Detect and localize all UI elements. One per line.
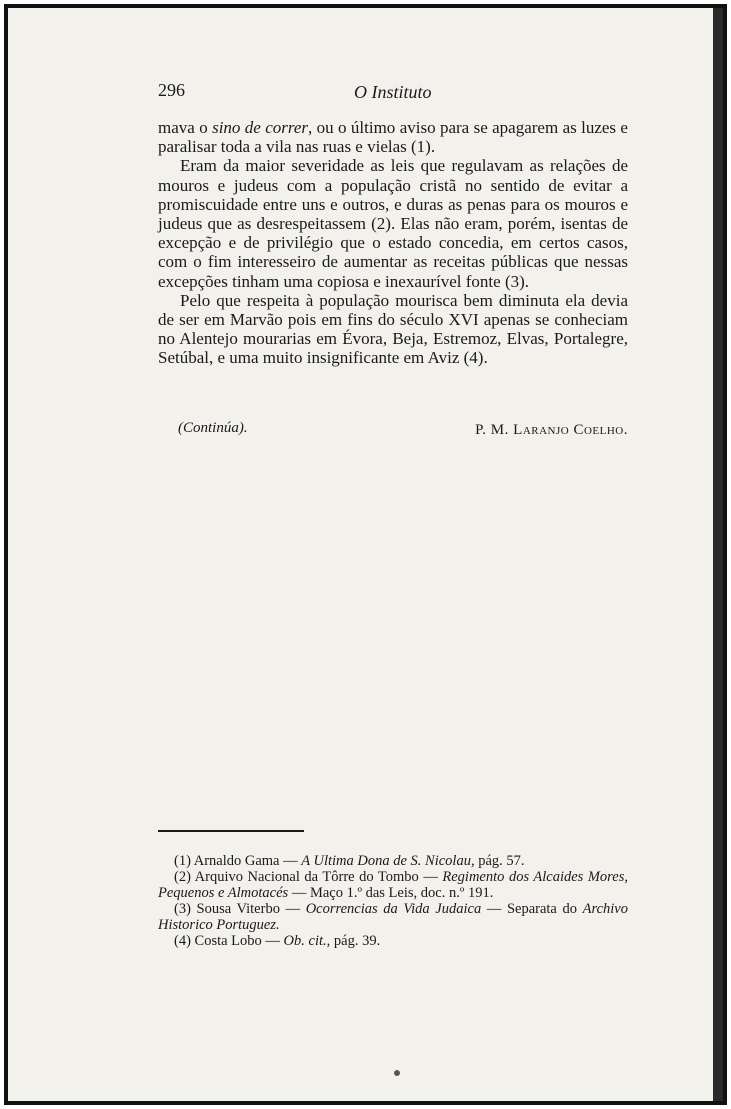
ink-speck <box>394 1070 400 1076</box>
paragraph-3: Pelo que respeita à população mourisca bem diminuta ela devia de ser em Marvão pois em fins do século XVI apenas se conheciam no Alentejo mourarias em Évora, Beja, Estremoz, Elvas, Portalegre, Setúbal, e uma muito insignificante em Aviz (4). <box>158 290 628 368</box>
body-text <box>158 118 628 368</box>
footnote-4-author: (4) Costa Lobo — <box>174 933 284 949</box>
footnote-3-mid: — Separata do <box>481 901 583 917</box>
paragraph-1-end: , ou o último aviso para se apagarem as luzes e paralisar toda a vila nas ruas e vielas (1). <box>158 118 628 157</box>
footnote-1-title: A Ultima Dona de S. Nicolau, <box>301 853 475 869</box>
signature-line <box>158 420 628 442</box>
footnote-2-ref: — Maço 1.º das Leis, doc. n.º 191. <box>288 885 494 901</box>
footnote-2-source: (2) Arquivo Nacional da Tôrre do Tombo — <box>174 869 443 885</box>
footnote-4 <box>158 933 628 949</box>
page-number: 296 <box>158 80 185 100</box>
footnote-4-page: pág. 39. <box>330 933 381 949</box>
footnote-3-title: Ocorrencias da Vida Judaica <box>305 901 482 917</box>
footnote-3-journal: Archivo Historico Portuguez. <box>158 901 628 933</box>
footnote-3-author: (3) Sousa Viterbo — <box>174 901 306 917</box>
paragraph-1-start: mava o <box>158 118 213 137</box>
author-signature <box>475 422 628 439</box>
footnote-3 <box>158 901 628 933</box>
continua-note: (Continúa). <box>178 420 248 436</box>
footnote-rule <box>158 830 304 832</box>
footnotes <box>158 853 628 949</box>
author-initials: P. M. <box>475 422 514 438</box>
paragraph-1-italic: sino de correr <box>212 118 309 137</box>
footnote-1-author: (1) Arnaldo Gama — <box>174 853 302 869</box>
paragraph-2: Eram da maior severidade as leis que regulavam as relações de mouros e judeus com a população cristã no sentido de evitar a promiscuidade entre uns e outros, e duras as penas para os mouros e judeus que as desrespeitassem (2). Elas não eram, porém, isentas de excepção e de privilégio que o estado concedia, em certos casos, com o fim interesseiro de aumentar as receitas públicas que nessas excepções tinham uma copiosa e inexaurível fonte (3). <box>158 156 628 291</box>
footnote-2-title: Regimento dos Alcaides Mores, Pequenos e Almotacés <box>158 869 628 901</box>
author-name: Laranjo Coelho. <box>513 422 628 438</box>
footnote-1 <box>158 853 628 869</box>
footnote-4-title: Ob. cit., <box>283 933 331 949</box>
footnote-1-page: pág. 57. <box>474 853 525 869</box>
page-edge-rule <box>713 8 723 1101</box>
page-header <box>158 80 628 104</box>
paragraph-1 <box>158 118 628 156</box>
running-head: O Instituto <box>354 82 432 102</box>
footnote-2 <box>158 869 628 901</box>
